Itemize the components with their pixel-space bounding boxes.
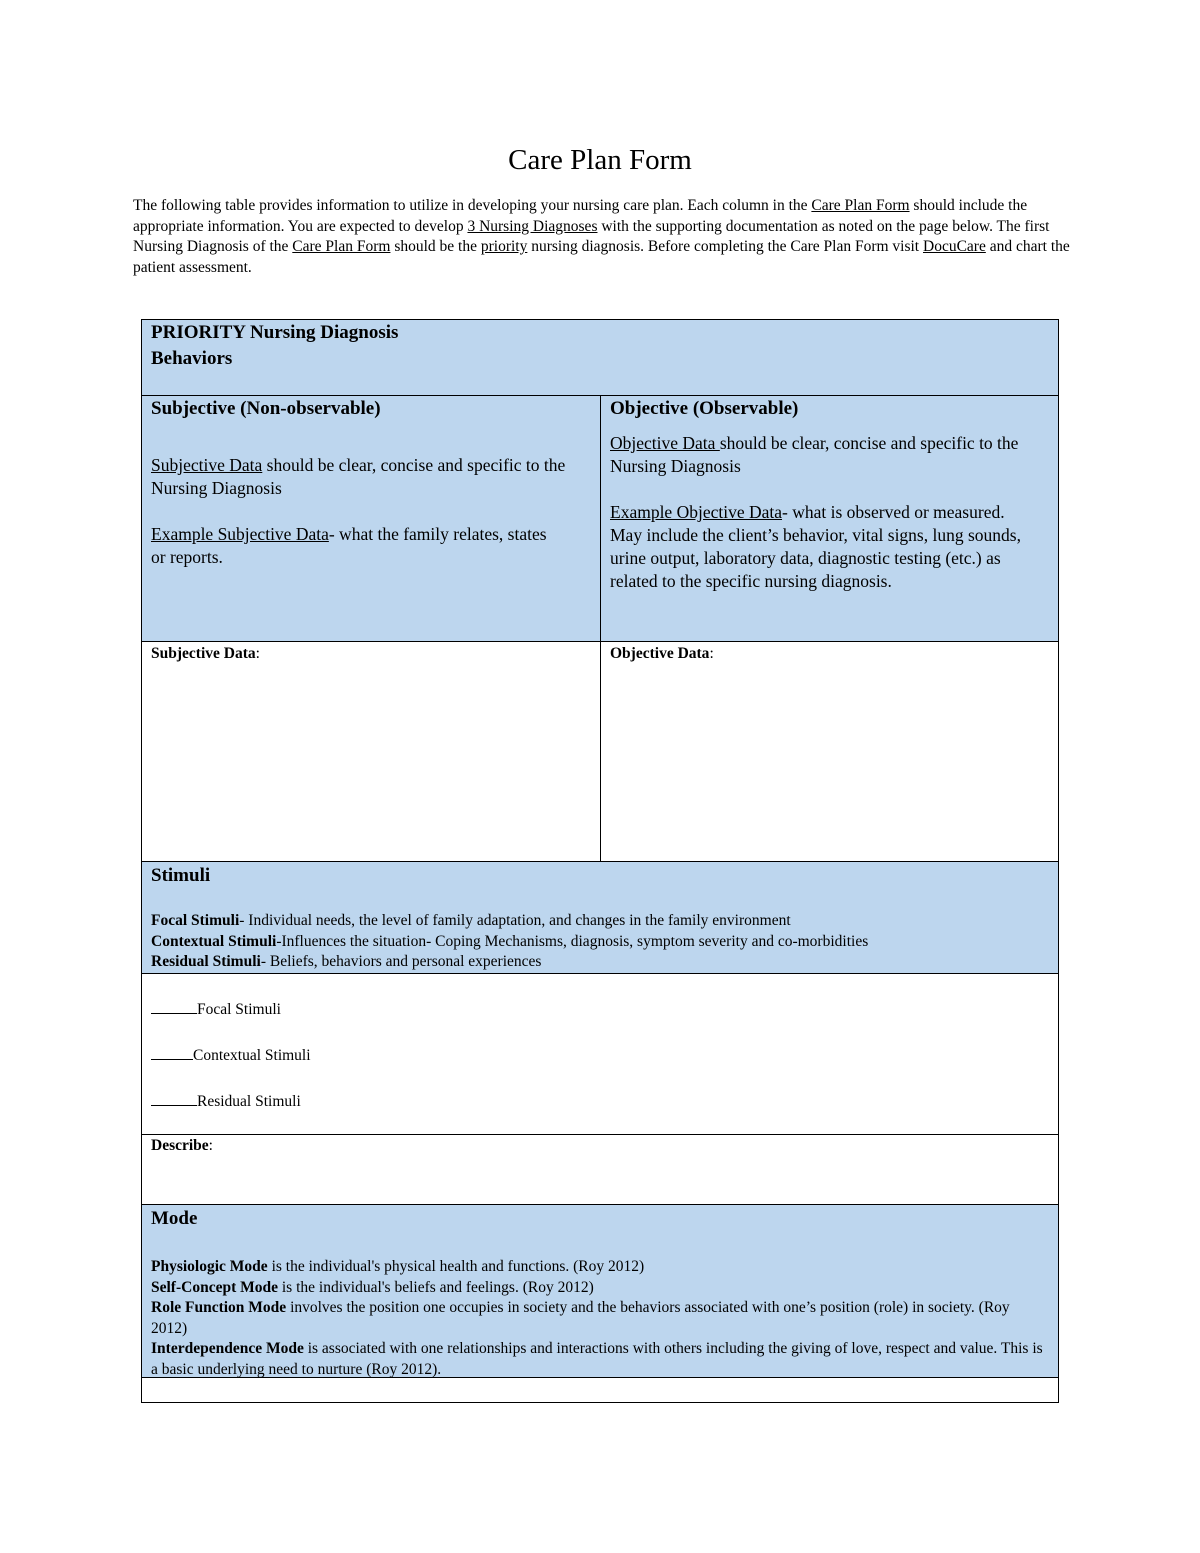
row-divider-6	[141, 1204, 1059, 1205]
subjective-data-colon: :	[255, 645, 260, 662]
intro-text-1: The following table provides information to utilize in developing your nursing care plan. Each column in the	[133, 197, 812, 214]
subjective-example-term: Example Subjective Data	[151, 524, 329, 544]
describe-label	[151, 1136, 1049, 1157]
page-title: Care Plan Form	[508, 144, 692, 176]
focal-stimuli-desc	[151, 911, 1049, 932]
behaviors-title: Behaviors	[151, 348, 233, 369]
residual-stimuli-text: - Beliefs, behaviors and personal experiences	[260, 953, 542, 970]
residual-stimuli-blank[interactable]	[151, 1091, 197, 1106]
residual-stimuli-check-label: Residual Stimuli	[197, 1093, 301, 1110]
mode-entry-field[interactable]	[141, 1378, 1059, 1403]
contextual-stimuli-check-label: Contextual Stimuli	[193, 1047, 311, 1064]
stimuli-heading: Stimuli	[151, 865, 211, 886]
mode-heading: Mode	[151, 1208, 198, 1229]
interdependence-mode-text: is associated with one relationships and interactions with others including the giving of love, respect and value. This is a basic underlying need to nurture (Roy 2012).	[151, 1340, 1043, 1378]
stimuli-checklist-cell	[141, 973, 1059, 1134]
objective-data-desc: should be clear, concise and specific to the Nursing Diagnosis	[610, 433, 1019, 476]
contextual-stimuli-blank[interactable]	[151, 1045, 193, 1060]
subjective-data-label	[151, 644, 590, 665]
row-divider-3	[141, 861, 1059, 862]
objective-data-colon: :	[709, 645, 714, 662]
contextual-stimuli-check[interactable]	[151, 1045, 1049, 1067]
column-divider	[600, 396, 601, 861]
subjective-data-desc: should be clear, concise and specific to the	[262, 455, 566, 475]
subjective-example-guidance	[151, 523, 590, 569]
contextual-stimuli-term: Contextual Stimuli	[151, 932, 277, 950]
priority-diagnosis-header	[141, 319, 1059, 396]
objective-heading: Objective (Observable)	[610, 398, 799, 419]
objective-example-desc: - what is observed or measured. May include the client’s behavior, vital signs, lung sounds, urine output, laboratory data, diagnostic testing (etc.) as related to the specific nursing diagnosis.	[610, 502, 1021, 591]
objective-data-term: Objective Data	[610, 433, 720, 453]
self-concept-mode-term: Self-Concept Mode	[151, 1278, 278, 1296]
focal-stimuli-check[interactable]	[151, 999, 1049, 1021]
priority-diagnosis-title: PRIORITY Nursing Diagnosis	[151, 322, 399, 343]
describe-colon: :	[208, 1137, 213, 1154]
objective-guidance-cell	[600, 396, 1059, 642]
objective-data-field[interactable]	[600, 642, 1059, 861]
intro-text-6: and chart the patient assessment.	[133, 238, 1070, 276]
focal-stimuli-blank[interactable]	[151, 999, 197, 1014]
row-divider-7	[141, 1377, 1059, 1378]
residual-stimuli-term: Residual Stimuli	[151, 953, 261, 970]
intro-paragraph	[133, 196, 1078, 278]
describe-label-text: Describe	[151, 1137, 209, 1154]
stimuli-guidance-cell	[141, 861, 1059, 973]
role-function-mode-desc	[151, 1298, 1049, 1339]
intro-text-5: nursing diagnosis. Before completing the Care Plan Form visit	[527, 238, 923, 255]
row-divider-5	[141, 1134, 1059, 1135]
interdependence-mode-desc	[151, 1339, 1049, 1380]
care-plan-form-ref-1: Care Plan Form	[811, 197, 910, 214]
subjective-data-term: Subjective Data	[151, 455, 263, 475]
intro-text-2: should include the appropriate information. You are expected to develop	[133, 197, 1028, 235]
physiologic-mode-desc	[151, 1257, 1049, 1278]
nursing-diagnoses-ref: 3 Nursing Diagnoses	[467, 217, 598, 235]
subjective-data-desc-2: Nursing Diagnosis	[151, 478, 282, 498]
objective-data-label	[610, 644, 1049, 665]
physiologic-mode-term: Physiologic Mode	[151, 1258, 268, 1275]
role-function-mode-text: involves the position one occupies in society and the behaviors associated with one’s position (role) in society. (Roy 2012)	[151, 1299, 1010, 1337]
describe-field[interactable]	[141, 1134, 1059, 1204]
objective-data-label-text: Objective Data	[610, 645, 710, 662]
focal-stimuli-text: - Individual needs, the level of family adaptation, and changes in the family environment	[239, 912, 791, 929]
residual-stimuli-desc	[151, 952, 1049, 973]
row-divider-4	[141, 973, 1059, 974]
subjective-example-desc: - what the family relates, states or reports.	[151, 524, 547, 567]
objective-example-guidance	[610, 501, 1049, 593]
care-plan-form-ref-2: Care Plan Form	[292, 238, 391, 255]
self-concept-mode-desc	[151, 1278, 1049, 1299]
role-function-mode-term: Role Function Mode	[151, 1299, 287, 1316]
subjective-heading: Subjective (Non-observable)	[151, 398, 381, 419]
docucare-ref: DocuCare	[923, 238, 986, 255]
physiologic-mode-text: is the individual's physical health and functions. (Roy 2012)	[267, 1258, 645, 1275]
subjective-guidance-cell	[141, 396, 600, 642]
subjective-data-field[interactable]	[141, 642, 600, 861]
objective-example-term: Example Objective Data	[610, 502, 783, 522]
interdependence-mode-term: Interdependence Mode	[151, 1340, 304, 1357]
objective-data-guidance	[610, 432, 1049, 478]
contextual-stimuli-desc	[151, 932, 1049, 953]
mode-guidance-cell	[141, 1204, 1059, 1378]
focal-stimuli-term: Focal Stimuli	[151, 912, 240, 929]
intro-text-4: should be the	[390, 238, 481, 255]
priority-ref: priority	[480, 238, 528, 255]
subjective-data-label-text: Subjective Data	[151, 645, 256, 662]
contextual-stimuli-text: -Influences the situation- Coping Mechanisms, diagnosis, symptom severity and co-morbidities	[276, 932, 869, 950]
subjective-data-guidance	[151, 454, 590, 500]
residual-stimuli-check[interactable]	[151, 1091, 1049, 1113]
intro-text-3: with the supporting documentation as noted on the page below. The first Nursing Diagnosis of the	[133, 217, 1050, 255]
self-concept-mode-text: is the individual's beliefs and feelings. (Roy 2012)	[278, 1278, 594, 1296]
focal-stimuli-check-label: Focal Stimuli	[197, 1001, 281, 1018]
